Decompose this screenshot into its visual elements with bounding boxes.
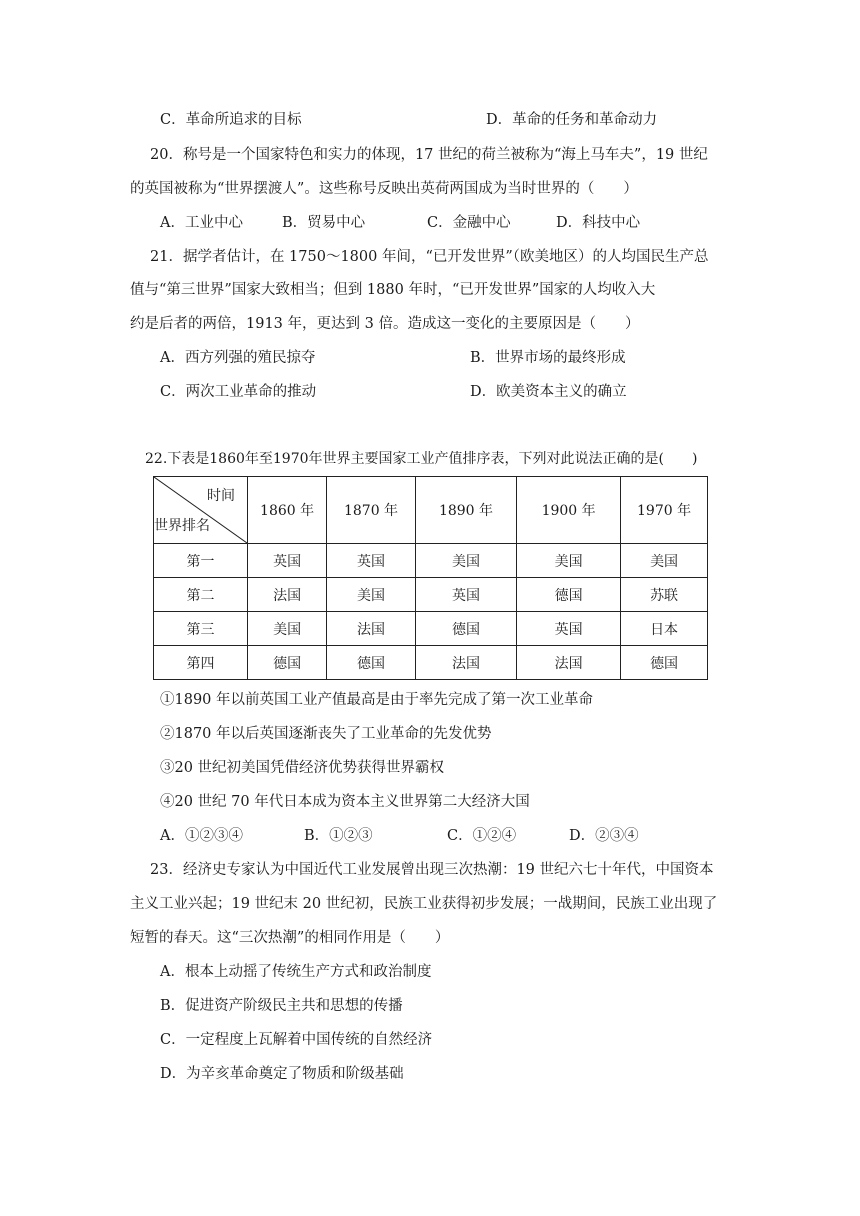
q23-option-a: A．根本上动摇了传统生产方式和政治制度	[160, 964, 432, 980]
year-header: 1860 年	[248, 477, 327, 544]
q23-option-b: B．促进资产阶级民主共和思想的传播	[160, 998, 403, 1014]
q19-option-d: D．革命的任务和革命动力	[486, 112, 658, 128]
table-cell: 法国	[517, 646, 621, 680]
ranking-table	[153, 476, 708, 680]
table-cell: 英国	[327, 544, 416, 578]
table-cell: 德国	[327, 646, 416, 680]
q22-statement-4: ④20 世纪 70 年代日本成为资本主义世界第二大经济大国	[160, 794, 530, 810]
rank-cell: 第四	[154, 646, 248, 680]
q20-stem-line-2: 的英国被称为“世界摆渡人”。这些称号反映出英荷两国成为当时世界的（ ）	[130, 181, 638, 197]
table-cell: 英国	[517, 612, 621, 646]
year-header: 1870 年	[327, 477, 416, 544]
table-cell: 德国	[517, 578, 621, 612]
table-cell: 美国	[327, 578, 416, 612]
year-header: 1970 年	[621, 477, 708, 544]
q21-option-b: B．世界市场的最终形成	[470, 350, 626, 366]
table-cell: 英国	[248, 544, 327, 578]
q23-option-d: D．为辛亥革命奠定了物质和阶级基础	[160, 1066, 404, 1082]
table-row	[154, 544, 708, 578]
table-cell: 美国	[517, 544, 621, 578]
table-cell: 法国	[415, 646, 516, 680]
q22-option-d: D．②③④	[569, 828, 639, 844]
q19-option-c: C．革命所追求的目标	[160, 112, 302, 128]
q23-stem-line-2: 主义工业兴起；19 世纪末 20 世纪初，民族工业获得初步发展；一战期间，民族工业出现了	[130, 896, 718, 912]
q21-stem-line-3: 约是后者的两倍，1913 年，更达到 3 倍。造成这一变化的主要原因是（ ）	[130, 316, 640, 332]
q23-option-c: C．一定程度上瓦解着中国传统的自然经济	[160, 1032, 433, 1048]
q21-stem-line-1: 21．据学者估计，在 1750～1800 年间，“已开发世界”（欧美地区）的人均国民生产总	[150, 249, 709, 265]
q22-statement-1: ①1890 年以前英国工业产值最高是由于率先完成了第一次工业革命	[160, 692, 594, 708]
table-cell: 美国	[621, 544, 708, 578]
table-row	[154, 646, 708, 680]
q22-statement-2: ②1870 年以后英国逐渐丧失了工业革命的先发优势	[160, 726, 492, 742]
corner-label-rank: 世界排名	[154, 518, 210, 534]
q22-statement-3: ③20 世纪初美国凭借经济优势获得世界霸权	[160, 760, 445, 776]
q20-option-a: A．工业中心	[160, 215, 243, 231]
q22-option-b: B．①②③	[304, 828, 373, 844]
q20-option-b: B．贸易中心	[282, 215, 366, 231]
table-cell: 德国	[621, 646, 708, 680]
rank-cell: 第三	[154, 612, 248, 646]
q21-stem-line-2: 值与“第三世界”国家大致相当；但到 1880 年时，“已开发世界”国家的人均收入大	[130, 282, 656, 298]
q22-option-c: C．①②④	[447, 828, 517, 844]
table-cell: 英国	[415, 578, 516, 612]
table-header-row	[154, 477, 708, 544]
year-header: 1900 年	[517, 477, 621, 544]
table-cell: 苏联	[621, 578, 708, 612]
table-cell: 法国	[327, 612, 416, 646]
table-cell: 德国	[248, 646, 327, 680]
q20-option-d: D．科技中心	[556, 215, 641, 231]
q20-stem-line-1: 20．称号是一个国家特色和实力的体现，17 世纪的荷兰被称为“海上马车夫”，19 世纪	[150, 147, 708, 163]
table-cell: 美国	[415, 544, 516, 578]
table-cell: 日本	[621, 612, 708, 646]
q21-option-d: D．欧美资本主义的确立	[470, 384, 627, 400]
q21-option-c: C．两次工业革命的推动	[160, 384, 317, 400]
table-cell: 德国	[415, 612, 516, 646]
rank-cell: 第二	[154, 578, 248, 612]
q21-option-a: A．西方列强的殖民掠夺	[160, 350, 316, 366]
corner-cell	[154, 477, 248, 544]
table-row	[154, 612, 708, 646]
rank-cell: 第一	[154, 544, 248, 578]
q22-option-a: A．①②③④	[160, 828, 243, 844]
table-row	[154, 578, 708, 612]
q23-stem-line-3: 短暂的春天。这“三次热潮”的相同作用是（ ）	[130, 930, 450, 946]
q22-stem: 22.下表是1860年至1970年世界主要国家工业产值排序表，下列对此说法正确的是( )	[145, 451, 698, 467]
year-header: 1890 年	[415, 477, 516, 544]
corner-label-time: 时间	[207, 488, 235, 504]
q23-stem-line-1: 23．经济史专家认为中国近代工业发展曾出现三次热潮：19 世纪六七十年代，中国资本	[150, 862, 714, 878]
table-cell: 法国	[248, 578, 327, 612]
q20-option-c: C．金融中心	[427, 215, 511, 231]
table-cell: 美国	[248, 612, 327, 646]
